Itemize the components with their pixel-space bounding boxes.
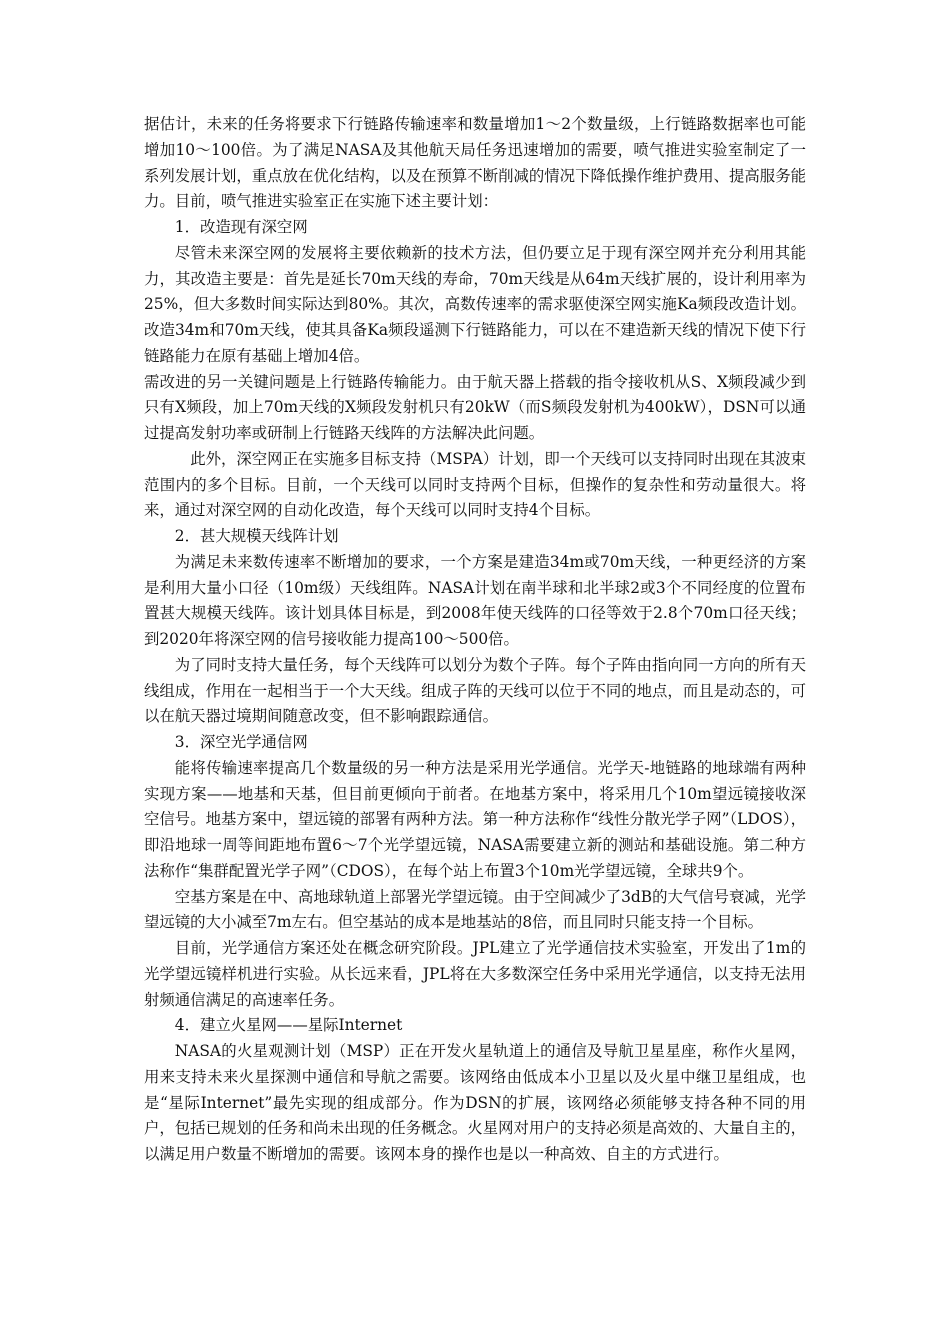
paragraph: 为满足未来数传速率不断增加的要求，一个方案是建造34m或70m天线，一种更经济的方案是利用大量小口径（10m级）天线组阵。NASA计划在南半球和北半球2或3个不同经度的位置布置甚大规模天线阵。该计划具体目标是，到2008年使天线阵的口径等效于2.8个70m口径天线；到2020年将深空网的信号接收能力提高100～500倍。	[144, 552, 806, 648]
section-heading-2: 2．甚大规模天线阵计划	[174, 527, 339, 545]
paragraph: 需改进的另一关键问题是上行链路传输能力。由于航天器上搭载的指令接收机从S、X频段减少到只有X频段，加上70m天线的X频段发射机只有20kW（而S频段发射机为400kW），DSN可以通过提高发射功率或研制上行链路天线阵的方法解决此问题。	[144, 372, 806, 442]
paragraph: NASA的火星观测计划（MSP）正在开发火星轨道上的通信及导航卫星星座，称作火星网，用来支持未来火星探测中通信和导航之需要。该网络由低成本小卫星以及火星中继卫星组成，也是“星际Internet”最先实现的组成部分。作为DSN的扩展，该网络必须能够支持各种不同的用户，包括已规划的任务和尚未出现的任务概念。火星网对用户的支持必须是高效的、大量自主的，以满足用户数量不断增加的需要。该网本身的操作也是以一种高效、自主的方式进行。	[144, 1042, 806, 1163]
intro-paragraph: 据估计，未来的任务将要求下行链路传输速率和数量增加1～2个数量级，上行链路数据率也可能增加10～100倍。为了满足NASA及其他航天局任务迅速增加的需要，喷气推进实验室制定了一系列发展计划，重点放在优化结构，以及在预算不断削减的情况下降低操作维护费用、提高服务能力。目前，喷气推进实验室正在实施下述主要计划：	[144, 115, 806, 211]
paragraph: 能将传输速率提高几个数量级的另一种方法是采用光学通信。光学天-地链路的地球端有两种实现方案——地基和天基，但目前更倾向于前者。在地基方案中，将采用几个10m望远镜接收深空信号。地基方案中，望远镜的部署有两种方法。第一种方法称作“线性分散光学子网”（LDOS），即沿地球一周等间距地布置6～7个光学望远镜，NASA需要建立新的测站和基础设施。第二种方法称作“集群配置光学子网”（CDOS），在每个站上布置3个10m光学望远镜，全球共9个。	[144, 758, 806, 880]
paragraph: 此外，深空网正在实施多目标支持（MSPA）计划，即一个天线可以支持同时出现在其波束范围内的多个目标。目前，一个天线可以同时支持两个目标，但操作的复杂性和劳动量很大。将来，通过对深空网的自动化改造，每个天线可以同时支持4个目标。	[144, 449, 807, 520]
document-page	[144, 112, 806, 1168]
paragraph: 目前，光学通信方案还处在概念研究阶段。JPL建立了光学通信技术实验室，开发出了1m的光学望远镜样机进行实验。从长远来看，JPL将在大多数深空任务中采用光学通信，以支持无法用射频通信满足的高速率任务。	[144, 939, 806, 1009]
section-heading-1: 1．改造现有深空网	[174, 218, 308, 236]
paragraph: 空基方案是在中、高地球轨道上部署光学望远镜。由于空间减少了3dB的大气信号衰减，光学望远镜的大小减至7m左右。但空基站的成本是地基站的8倍，而且同时只能支持一个目标。	[144, 887, 806, 932]
paragraph: 为了同时支持大量任务，每个天线阵可以划分为数个子阵。每个子阵由指向同一方向的所有天线组成，作用在一起相当于一个大天线。组成子阵的天线可以位于不同的地点，而且是动态的，可以在航天器过境期间随意改变，但不影响跟踪通信。	[144, 655, 806, 726]
paragraph: 尽管未来深空网的发展将主要依赖新的技术方法，但仍要立足于现有深空网并充分利用其能力，其改造主要是：首先是延长70m天线的寿命，70m天线是从64m天线扩展的，设计利用率为25%，但大多数时间实际达到80%。其次，高数传速率的需求驱使深空网实施Ka频段改造计划。改造34m和70m天线，使其具备Ka频段遥测下行链路能力，可以在不建造新天线的情况下使下行链路能力在原有基础上增加4倍。	[144, 243, 806, 365]
section-heading-3: 3．深空光学通信网	[174, 733, 308, 751]
section-heading-4: 4．建立火星网——星际Internet	[174, 1016, 403, 1035]
